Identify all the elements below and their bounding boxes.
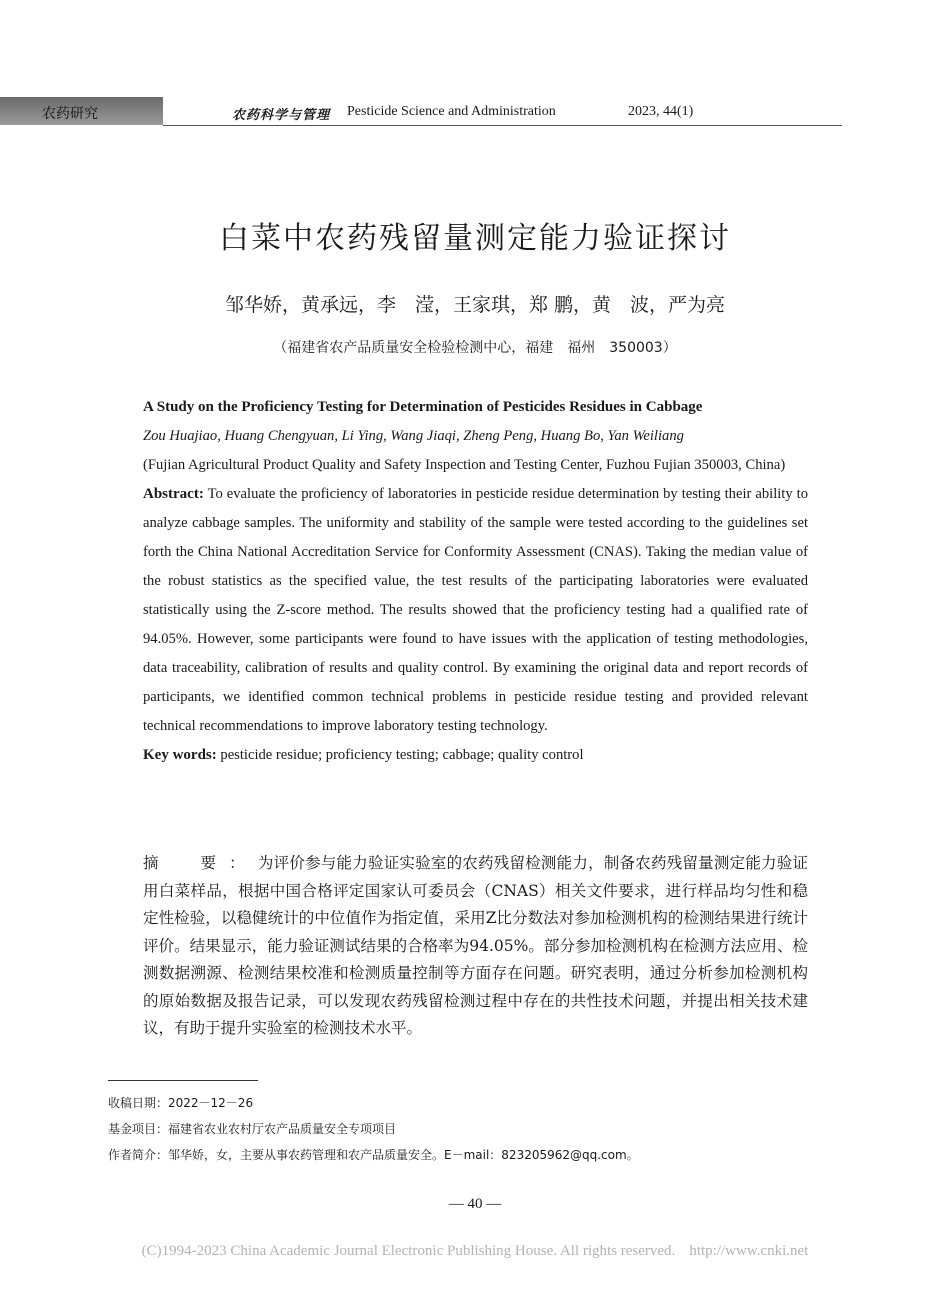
english-front-matter — [143, 393, 808, 770]
header-section-tag: 农药研究 — [42, 106, 98, 122]
footnote-fund: 基金项目：福建省农业农村厅农产品质量安全专项项目 — [108, 1122, 397, 1136]
copyright-text: (C)1994-2023 China Academic Journal Electronic Publishing House. All rights reserved. — [141, 1243, 676, 1259]
copyright-url[interactable]: http://www.cnki.net — [689, 1243, 809, 1259]
keywords-text: pesticide residue; proficiency testing; cabbage; quality control — [220, 747, 584, 763]
header-issue: 2023, 44(1) — [628, 104, 694, 119]
abstract-cn-label: 摘 要： — [143, 854, 258, 872]
abstract-cn-text: 为评价参与能力验证实验室的农药残留检测能力，制备农药残留量测定能力验证用白菜样品，根据中国合格评定国家认可委员会（CNAS）相关文件要求，进行样品均匀性和稳定性检验，以稳健统计的中位值作为指定值，采用Z比分数法对参加检测机构的检测结果进行统计评价。结果显示，能力验证测试结果的合格率为94.05%。部分参加检测机构在检测方法应用、检测数据溯源、检测结果校准和检测质量控制等方面存在问题。研究表明，通过分析参加检测机构的原始数据及报告记录，可以发现农药残留检测过程中存在的共性技术问题，并提出相关技术建议，有助于提升实验室的检测技术水平。 — [143, 854, 808, 1037]
article-title-en: A Study on the Proficiency Testing for Determination of Pesticides Residues in Cabbage — [143, 399, 703, 415]
footnote-received-date: 收稿日期：2022－12－26 — [108, 1096, 254, 1110]
footnote-divider — [108, 1080, 258, 1081]
copyright-watermark — [0, 1243, 950, 1260]
article-title-cn: 白菜中农药残留量测定能力验证探讨 — [219, 221, 731, 256]
header-divider — [163, 125, 842, 126]
keywords-label: Key words: — [143, 747, 217, 763]
authors-en: Zou Huajiao, Huang Chengyuan, Li Ying, Wang Jiaqi, Zheng Peng, Huang Bo, Yan Weiliang — [143, 428, 684, 444]
page-number: — 40 — — [448, 1196, 502, 1212]
authors-cn: 邹华娇，黄承远，李 滢，王家琪，郑 鹏，黄 波，严为亮 — [224, 294, 726, 316]
abstract-en — [143, 480, 808, 741]
footnote-author-bio: 作者简介：邹华娇，女，主要从事农药管理和农产品质量安全。E－mail：823205962@qq.com。 — [108, 1148, 639, 1162]
abstract-en-label: Abstract: — [143, 486, 204, 502]
affiliation-en: (Fujian Agricultural Product Quality and Safety Inspection and Testing Center, Fuzhou Fujian 350003, China) — [143, 457, 786, 473]
affiliation-cn: （福建省农产品质量安全检验检测中心，福建 福州 350003） — [273, 340, 677, 356]
abstract-cn — [143, 850, 808, 1043]
keywords-en — [143, 741, 808, 770]
header-journal-name-cn: 农药科学与管理 — [232, 108, 331, 123]
footnotes — [108, 1090, 848, 1168]
abstract-en-text: To evaluate the proficiency of laboratories in pesticide residue determination by testing their ability to analyze cabbage samples. The uniformity and stability of the sample were tested according to the guidelines set forth the China National Accreditation Service for Conformity Assessment (CNAS). Taking the median value of the robust statistics as the specified value, the test results of the participating laboratories were evaluated statistically using the Z-score method. The results showed that the proficiency testing had a qualified rate of 94.05%. However, some participants were found to have issues with the application of testing methodologies, data traceability, calibration of results and quality control. By examining the original data and report records of participants, we identified common technical problems in pesticide residue testing and provided relevant technical recommendations to improve laboratory testing technology. — [143, 486, 808, 734]
header-journal-name-en: Pesticide Science and Administration — [347, 104, 556, 119]
